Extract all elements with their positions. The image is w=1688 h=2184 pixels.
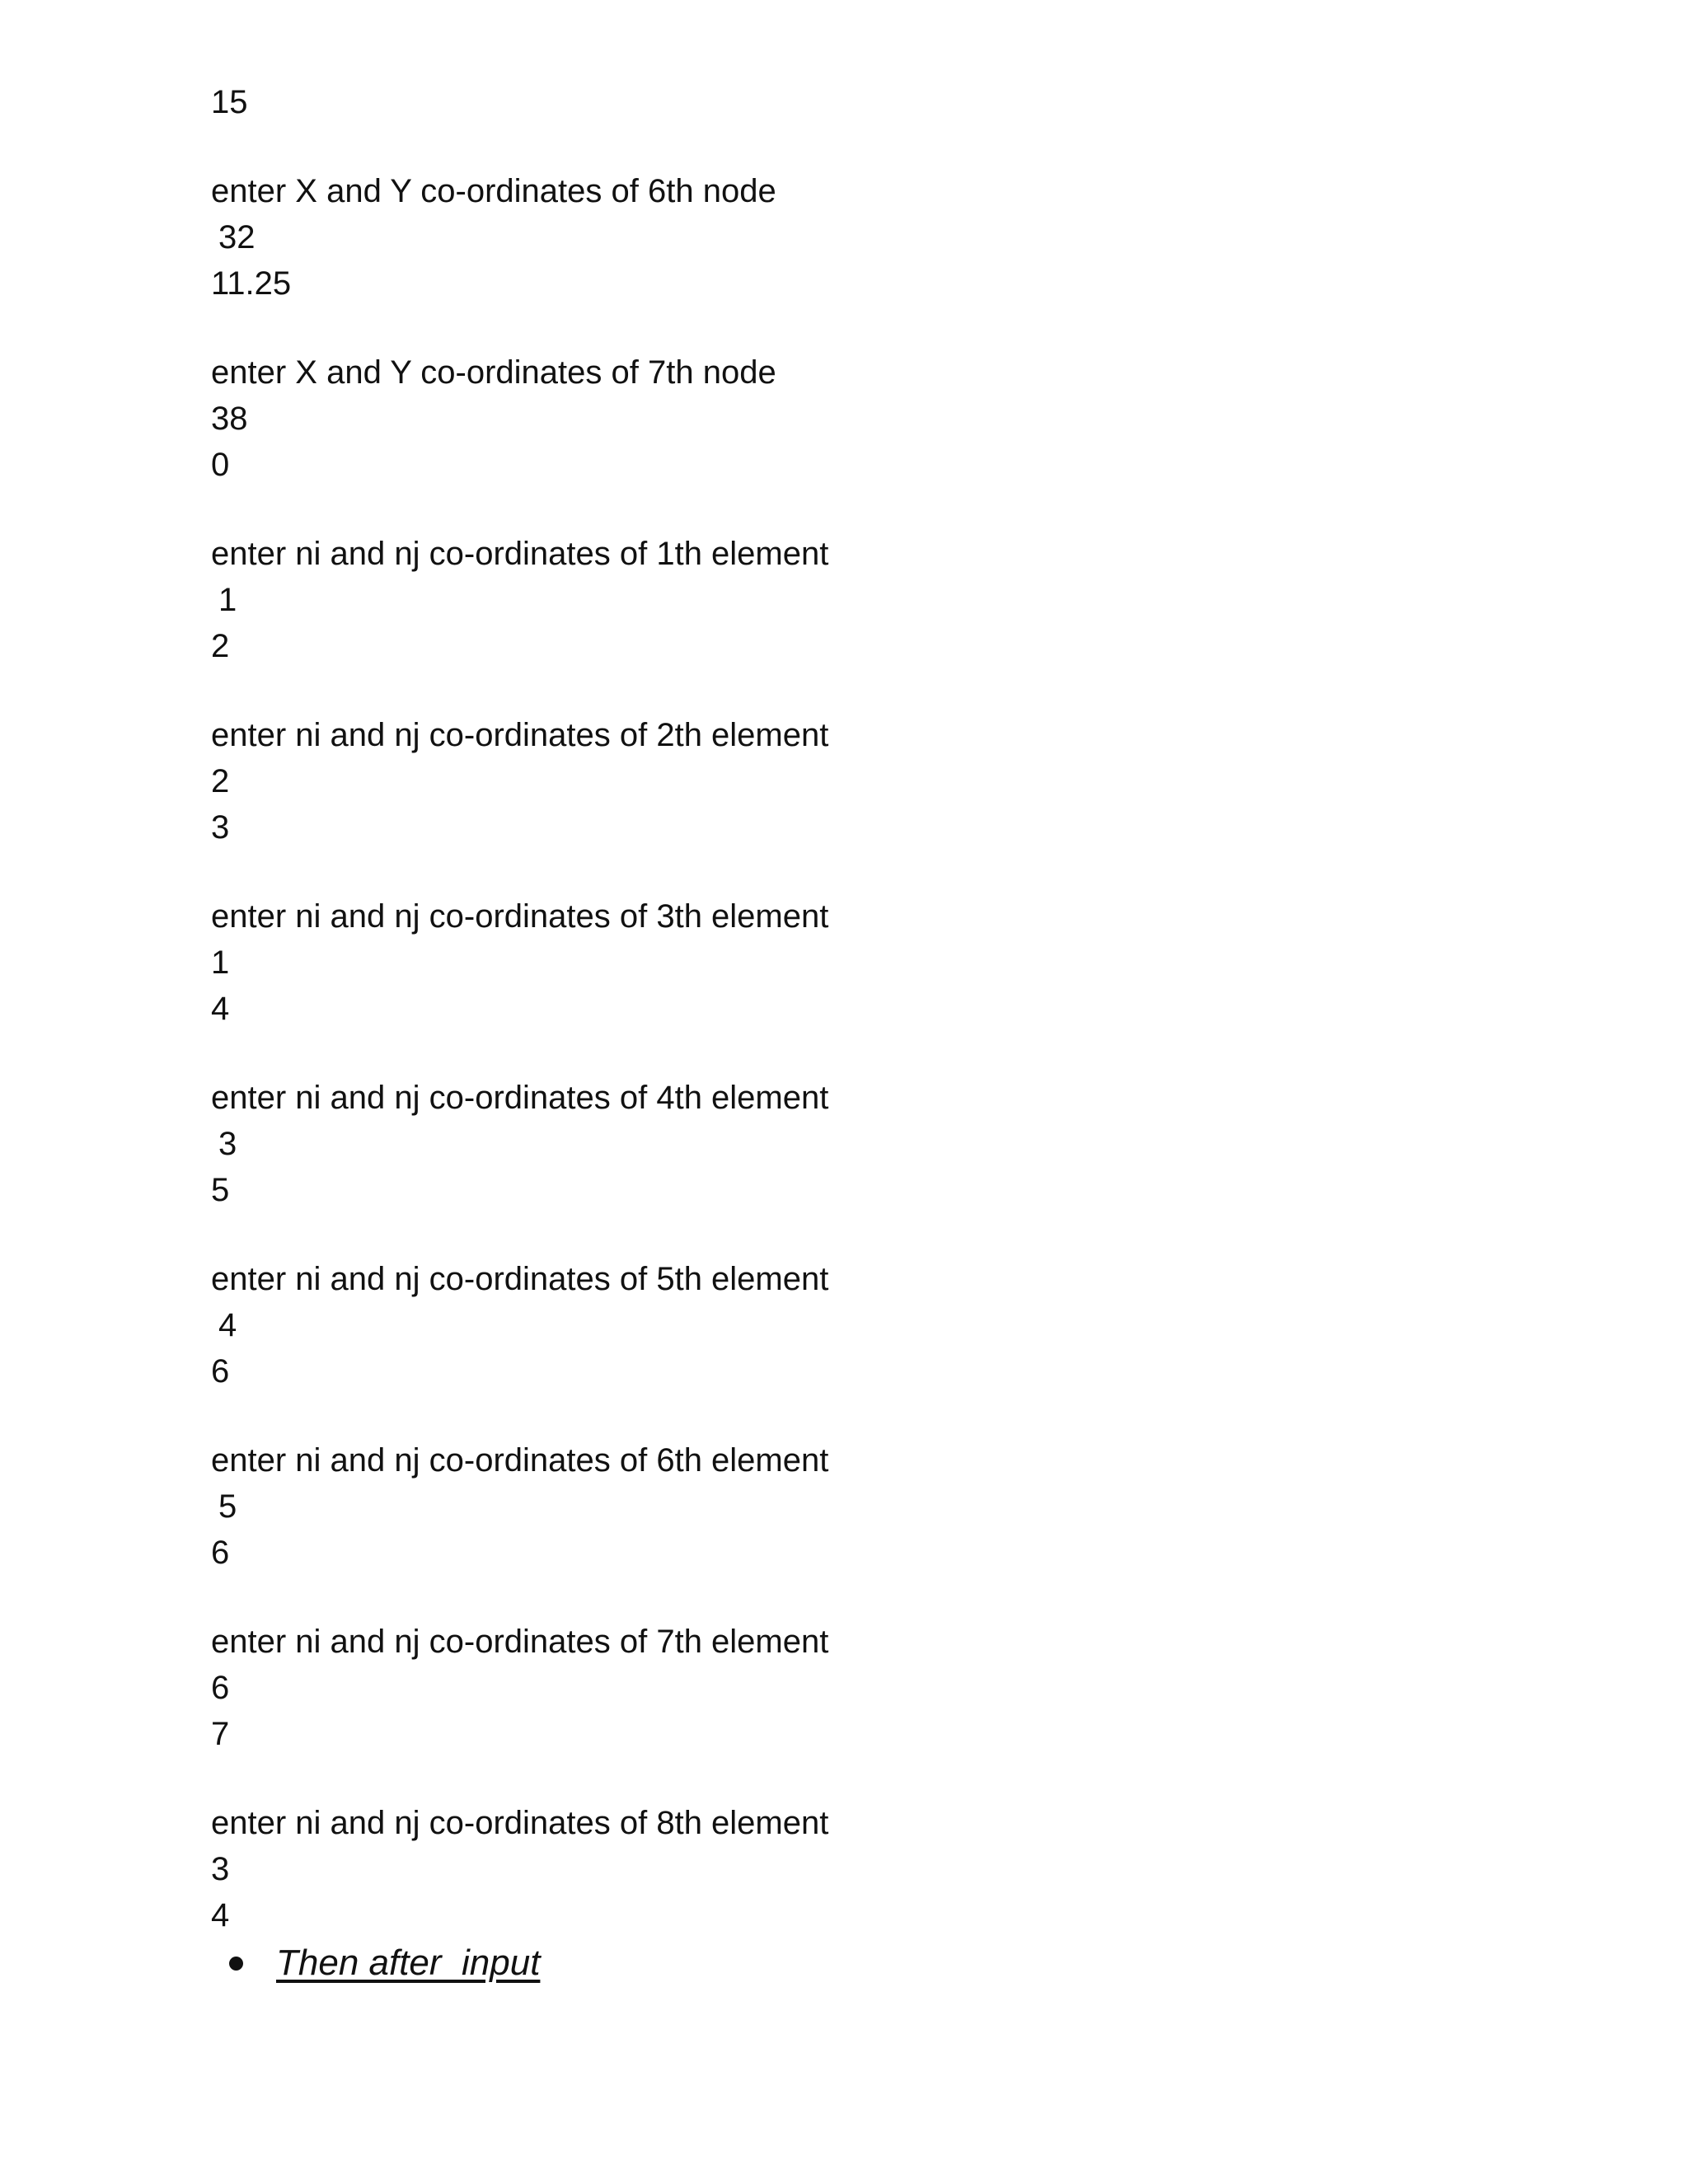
value-line: 11.25 <box>211 265 292 302</box>
element-prompt: enter ni and nj co-ordinates of 3th element <box>211 898 829 935</box>
value-line: 32 <box>218 219 256 255</box>
bullet-item <box>211 1940 1612 1986</box>
bullet-text: Then after input <box>276 1943 541 1983</box>
value-line: 15 <box>211 84 248 120</box>
element-prompt: enter ni and nj co-ordinates of 4th element <box>211 1080 829 1116</box>
value-line: 3 <box>211 1851 230 1887</box>
value-line: 7 <box>211 1716 230 1752</box>
value-line: 1 <box>218 582 237 618</box>
value-line: 6 <box>211 1670 230 1706</box>
element-prompt: enter ni and nj co-ordinates of 5th element <box>211 1261 829 1297</box>
element-prompt: enter ni and nj co-ordinates of 6th element <box>211 1442 829 1479</box>
value-line: 6 <box>211 1353 230 1390</box>
value-line: 6 <box>211 1535 230 1571</box>
value-line: 3 <box>218 1126 237 1162</box>
value-line: 1 <box>211 944 230 981</box>
element-prompt: enter ni and nj co-ordinates of 2th element <box>211 717 829 753</box>
bullet-dot-icon <box>229 1957 243 1971</box>
node-prompt: enter X and Y co-ordinates of 7th node <box>211 354 776 391</box>
value-line: 3 <box>211 809 230 846</box>
value-line: 4 <box>211 1897 230 1933</box>
value-line: 0 <box>211 447 230 483</box>
element-prompt: enter ni and nj co-ordinates of 7th element <box>211 1624 829 1660</box>
value-line: 2 <box>211 763 230 799</box>
value-line: 5 <box>218 1488 237 1525</box>
value-line: 4 <box>211 991 230 1027</box>
document-page <box>211 79 1612 1986</box>
element-prompt: enter ni and nj co-ordinates of 8th element <box>211 1805 829 1841</box>
node-prompt: enter X and Y co-ordinates of 6th node <box>211 173 776 209</box>
element-prompt: enter ni and nj co-ordinates of 1th element <box>211 536 829 572</box>
value-line: 5 <box>211 1172 230 1208</box>
value-line: 38 <box>211 401 248 437</box>
value-line: 4 <box>218 1307 237 1343</box>
value-line: 2 <box>211 628 230 664</box>
